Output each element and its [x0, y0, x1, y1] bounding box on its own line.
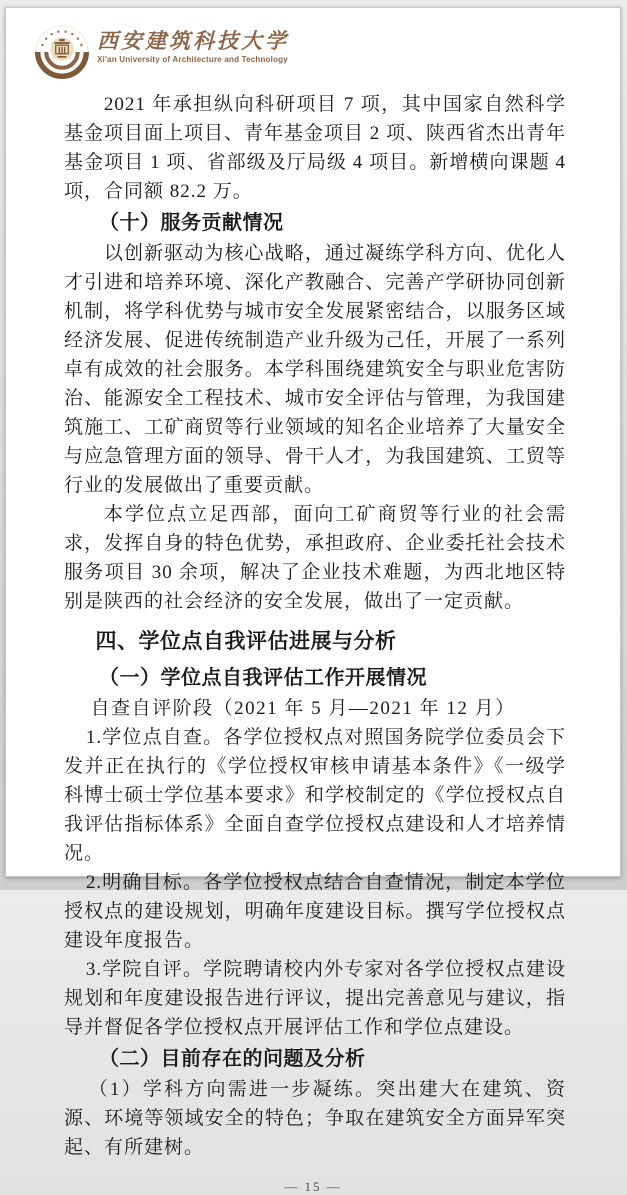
paragraph-innovation-strategy: 以创新驱动为核心战略，通过凝练学科方向、优化人才引进和培养环境、深化产教融合、完善产学研协同创新机制，将学科优势与城市安全发展紧密结合，以服务区域经济发展、促进传统制造产业升级为己任，开展了一系列卓有成效的社会服务。本学科围绕建筑安全与职业危害防治、能源安全工程技术、城市安全评估与管理，为我国建筑施工、工矿商贸等行业领域的知名企业培养了大量安全与应急管理方面的领导、骨干人才，为我国建筑、工贸等行业的发展做出了重要贡献。	[64, 243, 566, 496]
document-page	[5, 7, 621, 1194]
document-body	[64, 90, 566, 1162]
university-emblem-icon	[35, 25, 89, 79]
university-name-en: Xi'an University of Architecture and Technology	[97, 55, 288, 64]
stage-label-self-check: 自查自评阶段（2021 年 5 月—2021 年 12 月）	[90, 698, 516, 719]
paragraph-problem-1: （1）学科方向需进一步凝练。突出建大在建筑、资源、环境等领域安全的特色；争取在建筑安全方面异军突起、有所建树。	[64, 1079, 566, 1158]
section-heading-service-contribution: （十）服务贡献情况	[99, 212, 284, 234]
university-title-block	[97, 25, 289, 64]
university-logo	[6, 8, 620, 79]
paragraph-step-3-college-review: 3.学院自评。学院聘请校内外专家对各学位授权点建设规划和年度建设报告进行评议，提出完善意见与建议，指导并督促各学位授权点开展评估工作和学位点建设。	[64, 959, 566, 1038]
paragraph-step-2-goals: 2.明确目标。各学位授权点结合自查情况，制定本学位授权点的建设规划，明确年度建设目标。撰写学位授权点建设年度报告。	[64, 872, 566, 951]
university-name-cn: 西安建筑科技大学	[97, 29, 289, 53]
page-number: — 15 —	[284, 1179, 342, 1194]
section-heading-evaluation-work: （一）学位点自我评估工作开展情况	[99, 667, 427, 689]
section-heading-problems-analysis: （二）目前存在的问题及分析	[99, 1048, 366, 1070]
chapter-heading-self-evaluation: 四、学位点自我评估进展与分析	[95, 630, 397, 653]
paragraph-regional-service: 本学位点立足西部，面向工矿商贸等行业的社会需求，发挥自身的特色优势，承担政府、企业委托社会技术服务项目 30 余项，解决了企业技术难题，为西北地区特别是陕西的社会经济的安全发展，做出了一定贡献。	[64, 504, 566, 612]
paragraph-research-projects: 2021 年承担纵向科研项目 7 项，其中国家自然科学基金项目面上项目、青年基金项目 2 项、陕西省杰出青年基金项目 1 项、省部级及厅局级 4 项目。新增横向课题 4 项，合同额 82.2 万。	[64, 94, 567, 202]
paragraph-step-1-self-check: 1.学位点自查。各学位授权点对照国务院学位委员会下发并正在执行的《学位授权审核申请基本条件》《一级学科博士硕士学位基本要求》和学校制定的《学位授权点自我评估指标体系》全面自查学位授权点建设和人才培养情况。	[64, 727, 566, 864]
